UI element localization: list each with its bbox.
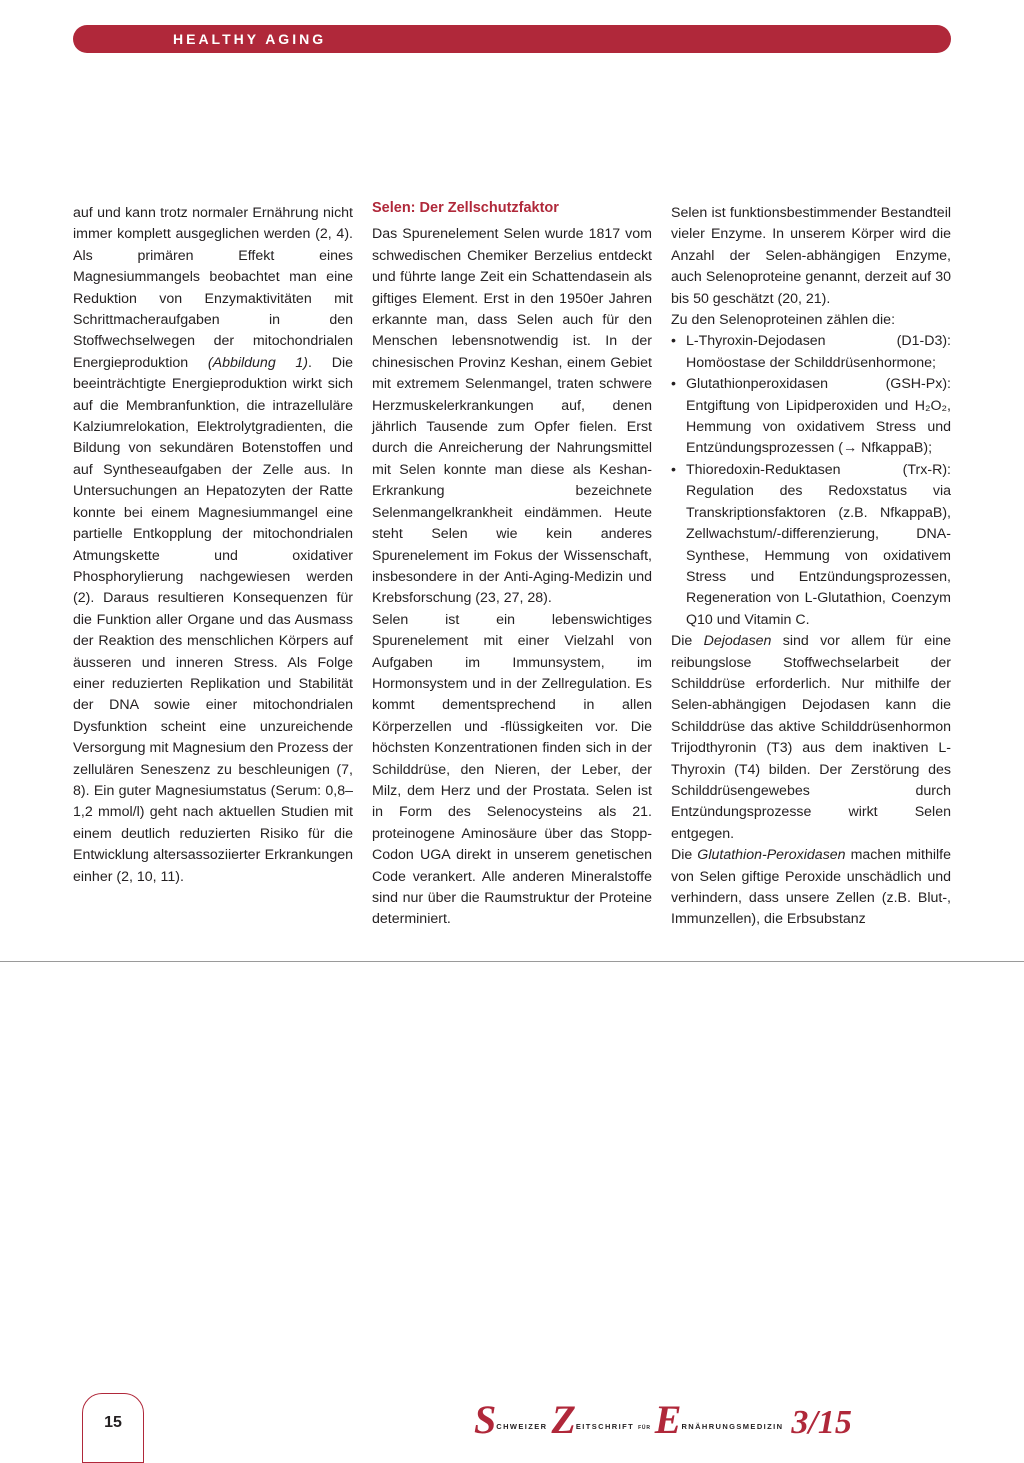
body-paragraph: Das Spurenelement Selen wurde 1817 vom schwedischen Chemiker Berzelius entdeckt und führte lange Zeit ein Schattendasein als giftiges Element. Erst in den 1950er Jahren erkannte man, dass Selen auch für den Menschen lebensnotwendig ist. In der chinesischen Provinz Keshan, einem Gebiet mit extremem Selenmangel, traten schwere Herzmuskelerkrankungen auf, denen jährlich Tausende zum Opfer fielen. Erst durch die Anreicherung der Nahrungsmittel mit Selen konnte man diese als Keshan-Erkrankung bezeichnete Selenmangelkrankheit eindämmen. Heute steht Selen wie kein anderes Spurenelement im Fokus der Wissenschaft, insbesondere in der Anti-Aging-Medizin und Krebsforschung (23, 27, 28).: [372, 226, 652, 607]
section-heading: Selen: Der Zellschutzfaktor: [372, 200, 559, 216]
list-item: [671, 374, 951, 460]
bullet-icon: •: [671, 376, 676, 393]
journal-word: FÜR: [638, 1425, 651, 1431]
list-item: [671, 460, 951, 631]
text-run: machen mithilfe von Selen giftige Peroxide unschädlich und verhindern, dass unsere Zellen (z.B. Blut-, Immunzellen), die Erbsubstanz: [671, 847, 951, 928]
emphasized-term: Dejodasen: [703, 633, 772, 650]
journal-word: EITSCHRIFT: [575, 1422, 635, 1431]
body-paragraph: [73, 203, 353, 888]
text-run: Die: [671, 847, 698, 864]
page-number-tab: [82, 1393, 144, 1463]
list-item-text: Thioredoxin-Reduktasen (Trx-R): Regulation des Redoxstatus via Transkriptionsfaktoren (z.B. NfkappaB), Zellwachstum/-differenzierung, DNA-Synthese, Hemmung von oxidativem Stress und Entzündungsprozessen, Regeneration von L-Glutathion, Coenzym Q10 und Vitamin C.: [686, 461, 951, 628]
list-item-text: Glutathionperoxidasen (GSH-Px): Entgiftung von Lipidperoxiden und H₂O₂, Hemmung von oxidativem Stress und Entzündungsprozessen (→ NfkappaB);: [686, 376, 951, 457]
list-intro: Zu den Selenoproteinen zählen die:: [671, 312, 896, 329]
journal-word: CHWEIZER: [496, 1422, 548, 1431]
body-paragraph: [671, 845, 951, 931]
bullet-icon: •: [671, 461, 676, 478]
footer-divider: [0, 961, 1024, 962]
emphasized-term: Glutathion-Peroxidasen: [697, 847, 846, 864]
body-paragraph: Selen ist ein lebenswichtiges Spurenelement mit einer Vielzahl von Aufgaben im Immunsystem, im Hormonsystem und in der Zellregulation. Es kommt dementsprechend in allen Körperzellen und -flüssigkeiten vor. Die höchsten Konzentrationen finden sich in der Schilddrüse, den Nieren, der Leber, der Milz, dem Herz und der Prostata. Selen ist in Form des Selenocysteins als 21. proteinogene Aminosäure über das Stopp-Codon UGA direkt in unserem genetischen Code verankert. Alle anderen Mineralstoffe sind nur über die Raumstruktur der Proteine determiniert.: [372, 611, 652, 928]
section-header-bar: [73, 25, 951, 53]
text-run: . Die beeinträchtigte Energieproduktion wirkt sich auf die Membranfunktion, die intrazelluläre Kalziumrelokation, Elektrolytgradienten, die Bildung von sekundären Botenstoffen und auf Syntheseaufgaben der Zelle aus. In Untersuchungen an Hepatozyten der Ratte konnte bei einem Magnesiummangel eine partielle Entkopplung der mitochondrialen Atmungskette und oxidativer Phosphorylierung nachgewiesen werden (2). Daraus resultieren Konsequenzen für die Funktion aller Organe und das Ausmass der Reaktion des menschlichen Körpers auf äusseren und inneren Stress. Als Folge einer reduzierten Replikation und Stabilität der DNA sowie einer mitochondrialen Dysfunktion scheint eine unzureichende Versorgung mit Magnesium den Prozess der zellulären Seneszenz zu beschleunigen (7, 8). Ein guter Magnesiumstatus (Serum: 0,8–1,2 mmol/l) geht nach aktuellen Studien mit einem deutlich reduzierten Risiko für die Entwicklung altersassoziierter Erkrankungen einher (2, 10, 11).: [73, 354, 353, 885]
journal-issue: 3/15: [791, 1404, 852, 1441]
selenoprotein-list: [671, 331, 951, 631]
journal-word: RNÄHRUNGSMEDIZIN: [681, 1422, 784, 1431]
body-paragraph: [671, 631, 951, 845]
journal-initial-e: E: [654, 1397, 682, 1442]
bullet-icon: •: [671, 333, 676, 350]
figure-reference: (Abbildung 1): [207, 354, 309, 371]
journal-initial-s: S: [474, 1397, 497, 1442]
text-run: sind vor allem für eine reibungslose Stoffwechselarbeit der Schilddrüse erforderlich. Nur mithilfe der Selen-abhängigen Dejodasen kann die Schilddrüse das aktive Schilddrüsenhormon Trijodthyronin (T3) aus dem inaktiven L-Thyroxin (T4) bilden. Der Zerstörung des Schilddrüsengewebes durch Entzündungsprozesse wirkt Selen entgegen.: [671, 633, 952, 842]
column-1: [73, 203, 353, 888]
list-item: [671, 331, 951, 374]
list-item-text: L-Thyroxin-Dejodasen (D1-D3): Homöostase der Schilddrüsenhormone;: [686, 333, 951, 371]
text-run: Die: [671, 633, 704, 650]
journal-initial-z: Z: [551, 1397, 576, 1442]
body-paragraph: Selen ist funktionsbestimmender Bestandteil vieler Enzyme. In unserem Körper wird die Anzahl der Selen-abhängigen Enzyme, auch Selenoproteine genannt, derzeit auf 30 bis 50 geschätzt (20, 21).: [671, 205, 951, 307]
page-number: 15: [104, 1414, 122, 1431]
journal-logo: [474, 1396, 874, 1440]
section-title: HEALTHY AGING: [173, 31, 327, 47]
column-3: [671, 203, 951, 931]
column-2: [372, 198, 652, 931]
text-run: auf und kann trotz normaler Ernährung nicht immer komplett ausgeglichen werden (2, 4). Als primären Effekt eines Magnesiummangels beobachtet man eine Reduktion von Enzymaktivitäten mit Schrittmacheraufgaben in den Stoffwechselwegen der mitochondrialen Energieproduktion: [73, 205, 353, 371]
